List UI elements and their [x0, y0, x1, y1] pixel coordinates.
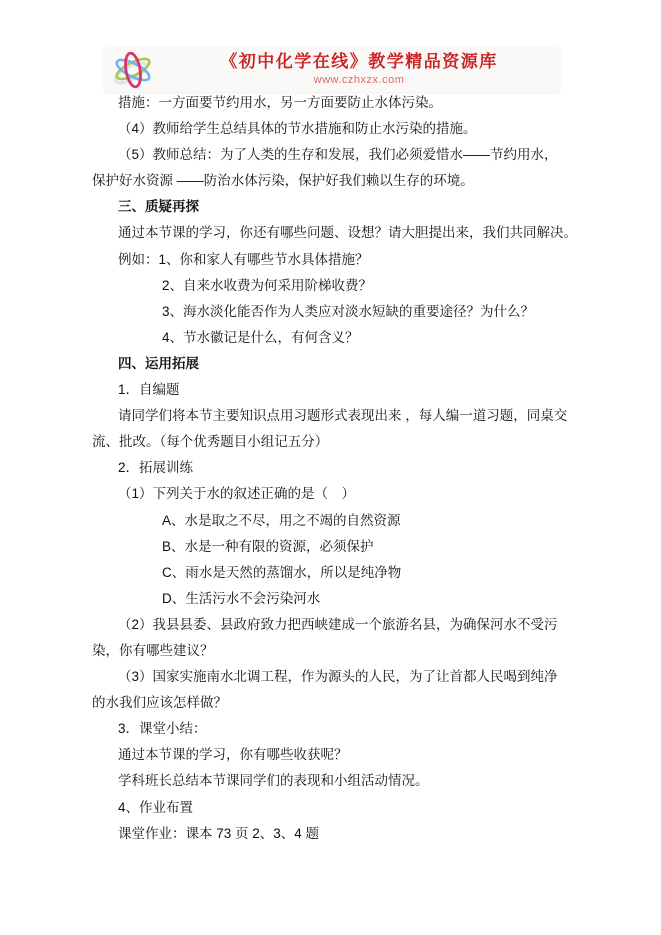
text-line: 1．自编题 — [118, 382, 180, 398]
text-line: A、水是取之不尽，用之不竭的自然资源 — [162, 512, 401, 528]
text-line: 4、节水徽记是什么，有何含义？ — [162, 329, 359, 345]
text-line: 例如：1、你和家人有哪些节水具体措施？ — [118, 251, 369, 267]
text-line: （5）教师总结：为了人类的生存和发展，我们必须爱惜水――节约用水， — [118, 147, 558, 163]
text-line: 三、质疑再探 — [118, 199, 199, 215]
header-text-block — [174, 52, 544, 87]
site-url: www.czhxzx.com — [313, 74, 405, 86]
text-line: C、雨水是天然的蒸馏水，所以是纯净物 — [162, 564, 402, 580]
text-line: （1）下列关于水的叙述正确的是（ ） — [118, 486, 356, 502]
site-title: 《初中化学在线》教学精品资源库 — [220, 52, 498, 71]
text-line: 3、海水淡化能否作为人类应对淡水短缺的重要途径？为什么？ — [162, 303, 535, 319]
text-line: 学科班长总结本节课同学们的表现和小组活动情况。 — [118, 773, 429, 789]
text-line: 课堂作业：课本 73 页 2、3、4 题 — [118, 825, 320, 841]
text-line: 2、自来水收费为何采用阶梯收费？ — [162, 277, 373, 293]
text-line: 3．课堂小结： — [118, 721, 207, 737]
text-line: （2）我县县委、县政府致力把西峡建成一个旅游名县，为确保河水不受污 — [118, 616, 558, 632]
atom-logo-icon — [108, 45, 158, 95]
text-line: 2．拓展训练 — [118, 460, 194, 476]
text-line: D、生活污水不会污染河水 — [162, 590, 321, 606]
document-body — [92, 90, 578, 847]
text-line: 流、批改。（每个优秀题目小组记五分） — [92, 434, 329, 450]
text-line: 通过本节课的学习，你还有哪些问题、设想？请大胆提出来，我们共同解决。 — [118, 225, 577, 241]
text-line: （3）国家实施南水北调工程，作为源头的人民，为了让首都人民喝到纯净 — [118, 669, 558, 685]
text-line: 染，你有哪些建议？ — [92, 642, 214, 658]
text-line: 措施：一方面要节约用水，另一方面要防止水体污染。 — [118, 95, 442, 110]
text-line: 4、作业布置 — [118, 799, 194, 815]
text-line: 保护好水资源 ――防治水体污染，保护好我们赖以生存的环境。 — [92, 173, 474, 189]
text-line: 通过本节课的学习，你有哪些收获呢？ — [118, 747, 348, 763]
text-line: 请同学们将本节主要知识点用习题形式表现出来 ，每人编一道习题，同桌交 — [118, 408, 568, 424]
header-brand-band — [104, 47, 560, 92]
text-line: 的水我们应该怎样做？ — [92, 695, 227, 711]
text-line: 四、运用拓展 — [118, 355, 199, 371]
text-line: B、水是一种有限的资源，必须保护 — [162, 538, 374, 554]
text-line: （4）教师给学生总结具体的节水措施和防止水污染的措施。 — [118, 121, 477, 137]
